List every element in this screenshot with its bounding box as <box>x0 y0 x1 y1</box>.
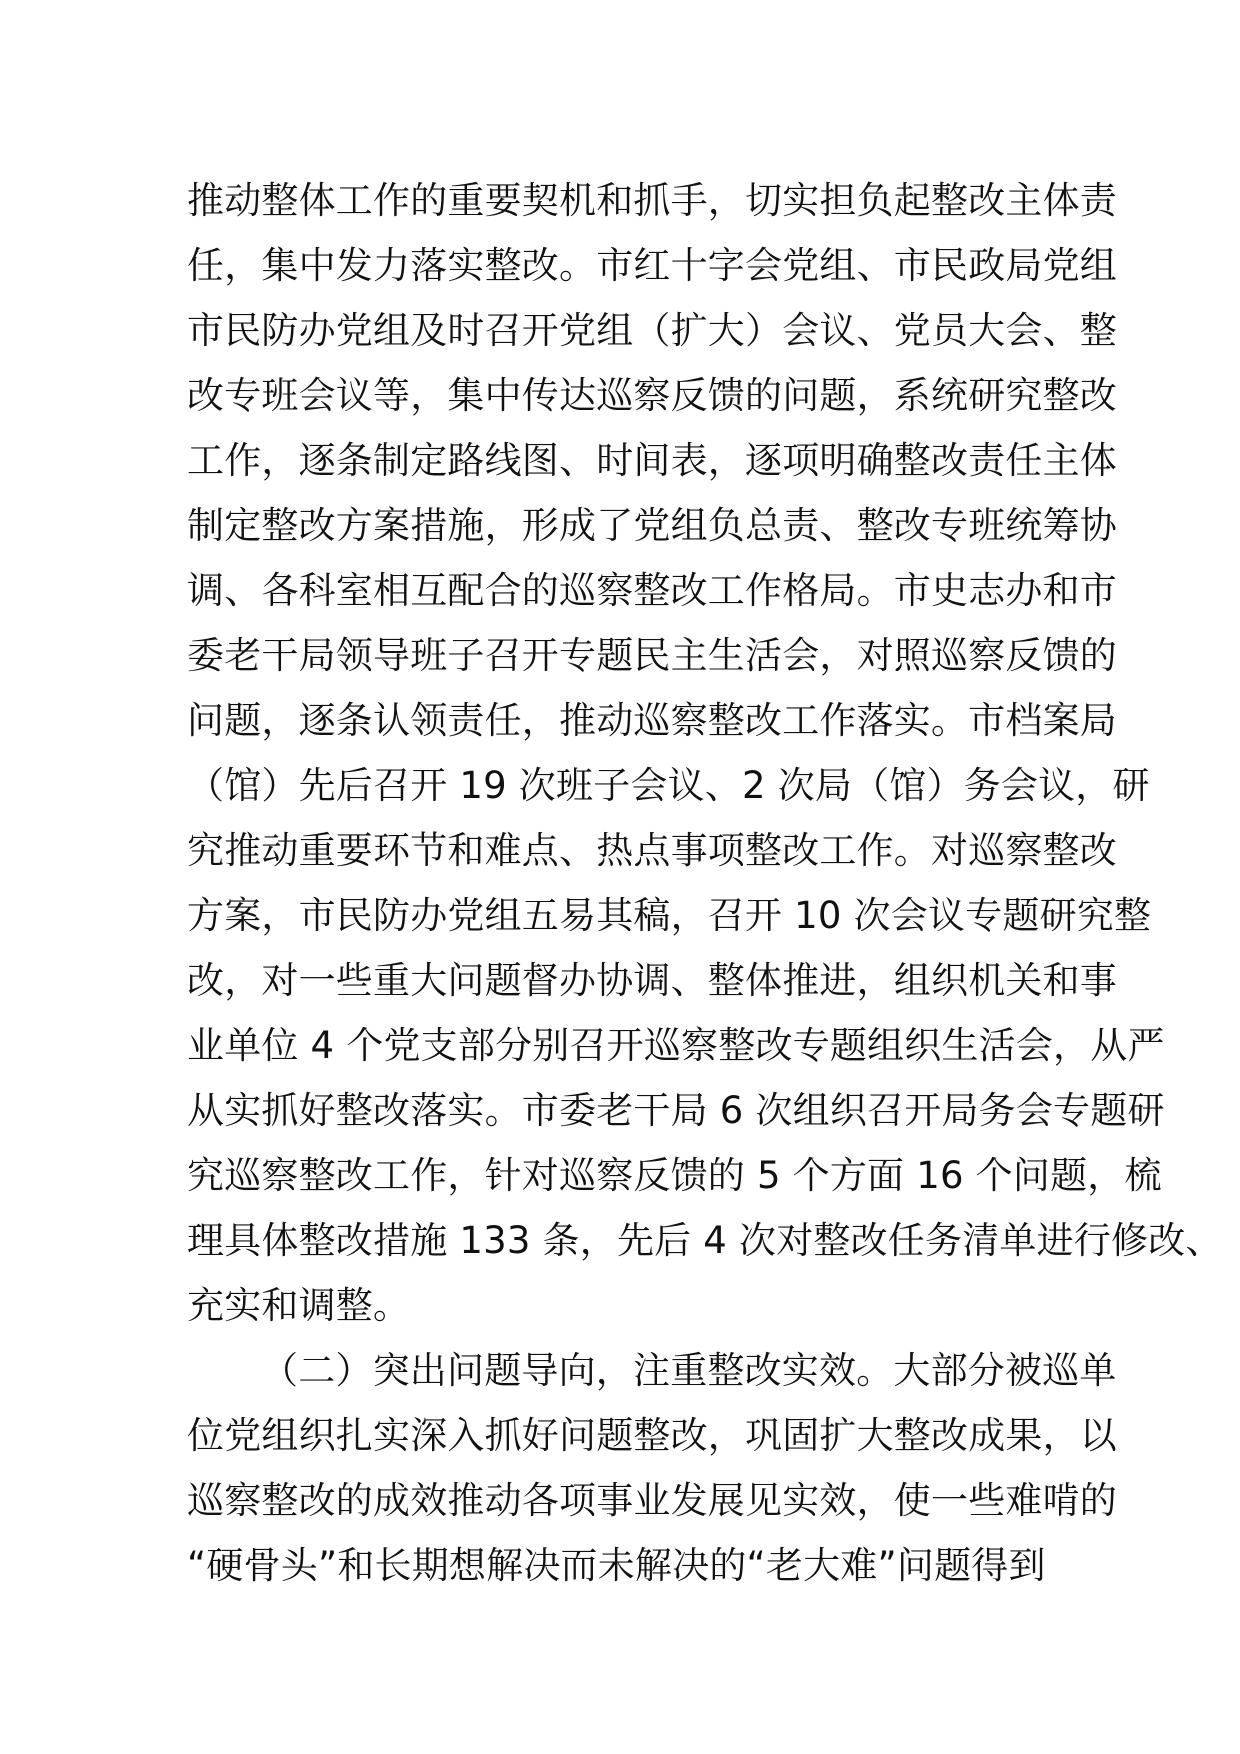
text-line: 巡察整改的成效推动各项事业发展见实效，使一些难啃的 <box>187 1479 1117 1522</box>
paragraph-1 <box>187 168 1223 1338</box>
text-line: 改专班会议等，集中传达巡察反馈的问题，系统研究整改 <box>187 374 1117 417</box>
text-line: 理具体整改措施 133 条，先后 4 次对整改任务清单进行修改、 <box>187 1219 1223 1262</box>
text-line: 市民防办党组及时召开党组（扩大）会议、党员大会、整 <box>187 309 1117 352</box>
text-line: 业单位 4 个党支部分别召开巡察整改专题组织生活会，从严 <box>187 1024 1165 1067</box>
text-line: （二）突出问题导向，注重整改实效。大部分被巡单 <box>261 1349 1117 1392</box>
text-line: 任，集中发力落实整改。市红十字会党组、市民政局党组 <box>187 244 1117 287</box>
text-line: 从实抓好整改落实。市委老干局 6 次组织召开局务会专题研 <box>187 1089 1165 1132</box>
text-line: “硬骨头”和长期想解决而未解决的“老大难”问题得到 <box>187 1544 1046 1587</box>
text-line: 方案，市民防办党组五易其稿，召开 10 次会议专题研究整 <box>187 894 1152 937</box>
text-line: 究巡察整改工作，针对巡察反馈的 5 个方面 16 个问题，梳 <box>187 1154 1162 1197</box>
document-body <box>187 168 1223 1598</box>
text-line: 问题，逐条认领责任，推动巡察整改工作落实。市档案局 <box>187 699 1117 742</box>
text-line: 改，对一些重大问题督办协调、整体推进，组织机关和事 <box>187 959 1117 1002</box>
text-line: 究推动重要环节和难点、热点事项整改工作。对巡察整改 <box>187 829 1117 872</box>
text-line: 调、各科室相互配合的巡察整改工作格局。市史志办和市 <box>187 569 1117 612</box>
text-line: 制定整改方案措施，形成了党组负总责、整改专班统筹协 <box>187 504 1117 547</box>
text-line: 位党组织扎实深入抓好问题整改，巩固扩大整改成果，以 <box>187 1414 1117 1457</box>
text-line: 工作，逐条制定路线图、时间表，逐项明确整改责任主体 <box>187 439 1117 482</box>
text-line: 委老干局领导班子召开专题民主生活会，对照巡察反馈的 <box>187 634 1117 677</box>
paragraph-2 <box>187 1338 1117 1598</box>
text-line: （馆）先后召开 19 次班子会议、2 次局（馆）务会议，研 <box>187 764 1150 807</box>
text-line: 推动整体工作的重要契机和抓手，切实担负起整改主体责 <box>187 179 1117 222</box>
text-line: 充实和调整。 <box>187 1284 411 1327</box>
